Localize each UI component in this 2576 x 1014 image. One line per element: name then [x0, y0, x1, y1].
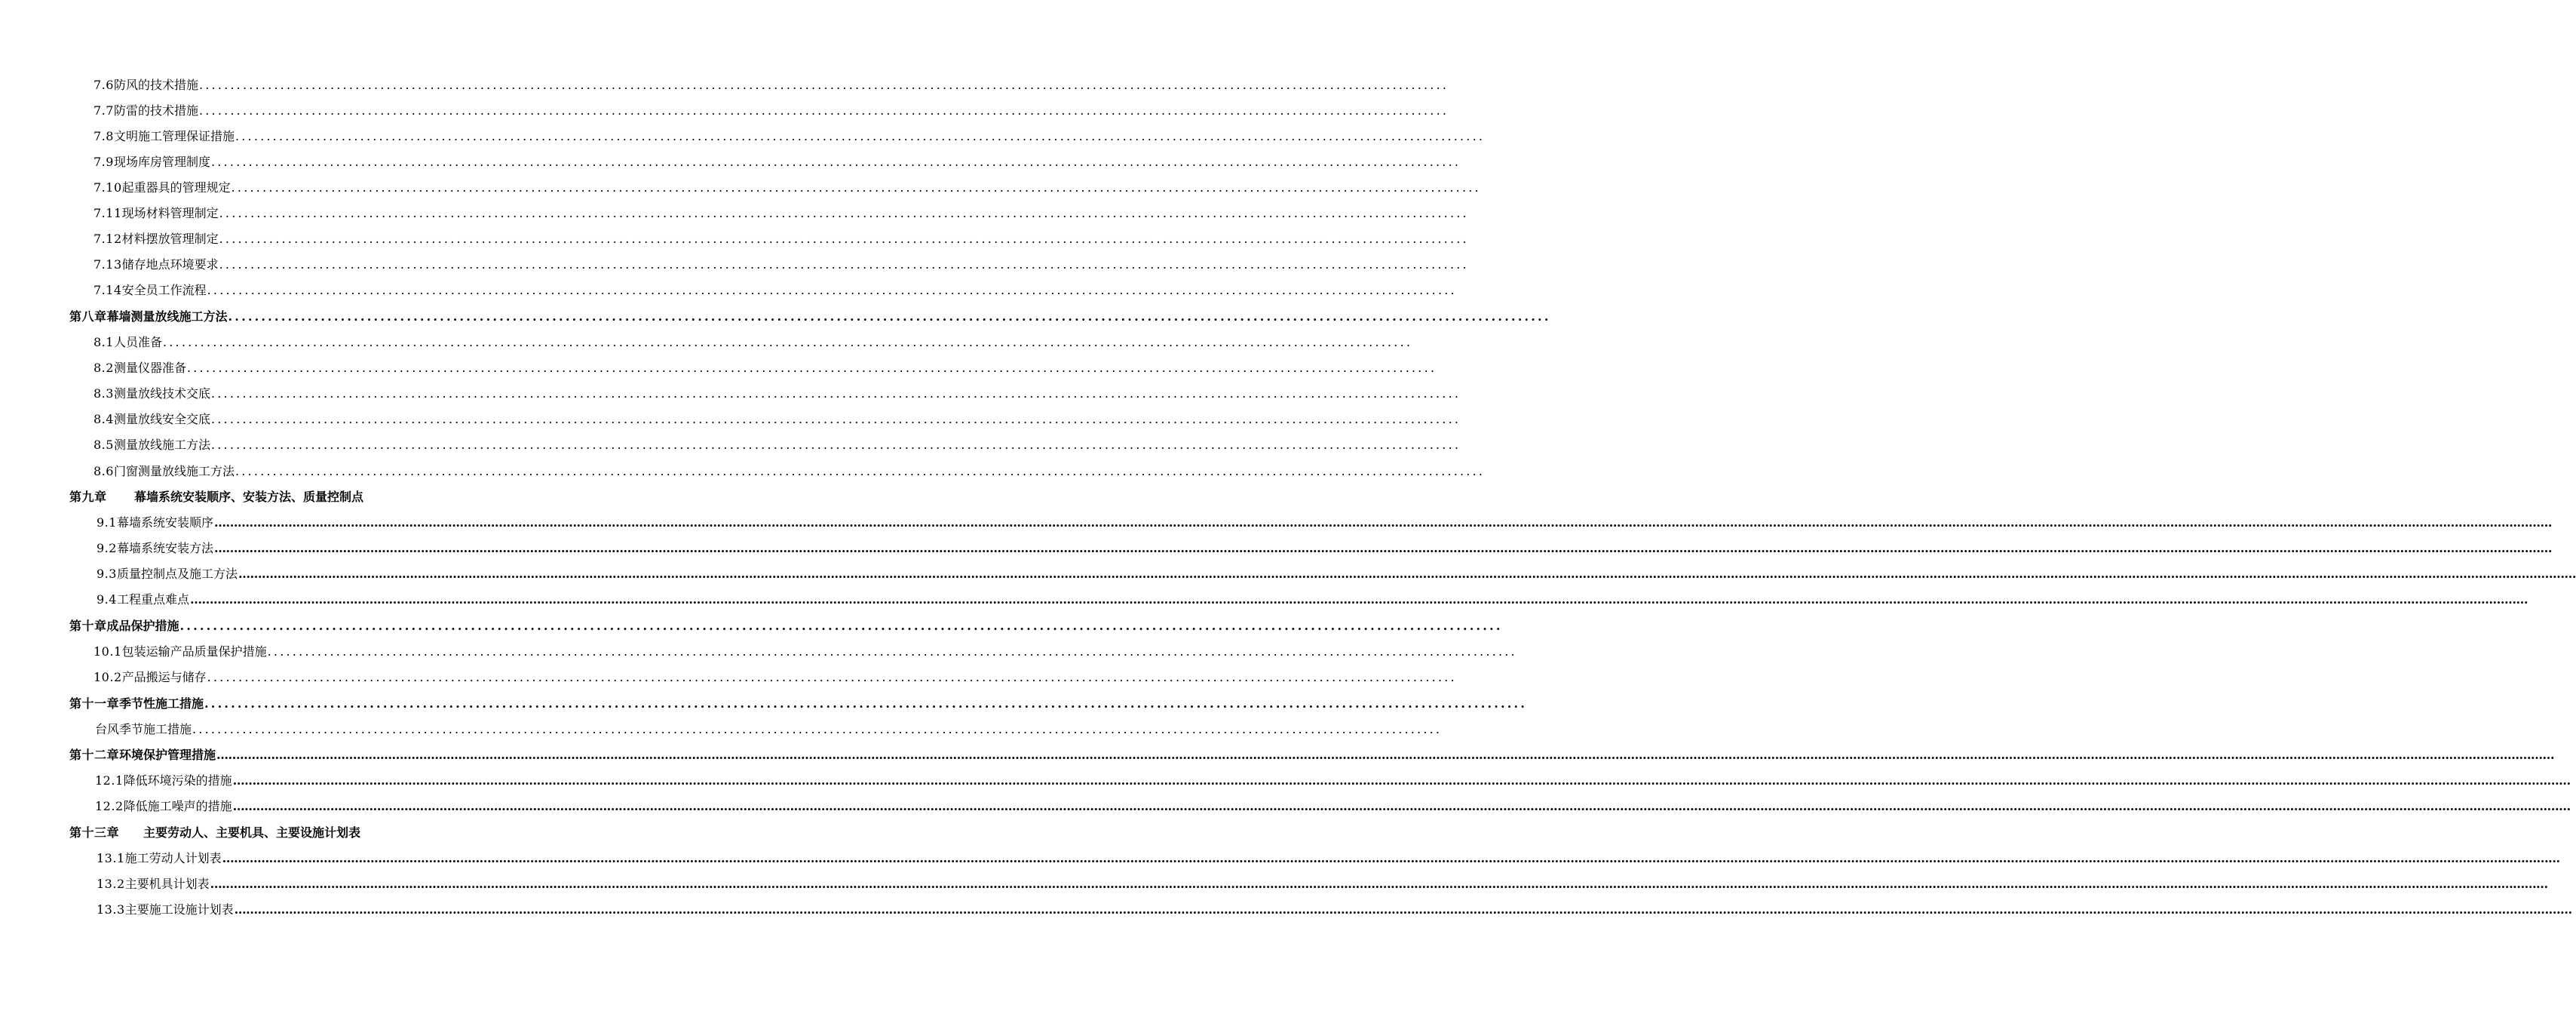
- toc-section-row[interactable]: [94, 464, 1486, 479]
- toc-chapter-row[interactable]: [69, 748, 2555, 763]
- toc-entry-title: 质量控制点及施工方法: [116, 567, 238, 581]
- toc-section-row[interactable]: [97, 877, 2548, 892]
- toc-chapter-row[interactable]: [69, 309, 1551, 324]
- toc-entry-number: 8.3: [94, 386, 114, 401]
- toc-entry-number: 8.5: [94, 438, 114, 452]
- toc-section-row[interactable]: [94, 644, 1517, 659]
- toc-dot-leader: ........................................................................................................................................................................................................: [198, 78, 1449, 92]
- toc-entry-number: 9.4: [97, 592, 117, 607]
- toc-entry-title: 季节性施工措施: [119, 696, 204, 711]
- toc-section-row[interactable]: [95, 722, 1443, 737]
- toc-entry-title: 储存地点环境要求: [121, 257, 219, 272]
- toc-section-row[interactable]: [94, 232, 1469, 247]
- toc-entry-title: 主要机具计划表: [124, 877, 210, 891]
- toc-section-row[interactable]: [95, 773, 2571, 788]
- toc-entry-title: 幕墙系统安装方法: [116, 541, 213, 555]
- toc-section-row[interactable]: [94, 670, 1457, 685]
- toc-section-row[interactable]: [97, 541, 2552, 556]
- toc-dot-leader: ……………………………………………………………………………………………………………………………………………………………………………………………………………………………………………………………………………………………………………………………………………………………………………………………………………………………………………………………………………………………………………………………………………………: [232, 799, 2571, 813]
- toc-chapter-row[interactable]: [69, 619, 1503, 634]
- toc-entry-title: 成品保护措施: [106, 619, 179, 633]
- toc-entry-number: 8.2: [94, 361, 114, 375]
- toc-section-row[interactable]: [94, 103, 1449, 118]
- toc-dot-leader: ........................................................................................................................................................................................................: [198, 103, 1449, 118]
- toc-dot-leader: ........................................................................................................................................................................................................: [192, 722, 1443, 736]
- toc-entry-title: 防雷的技术措施: [113, 103, 198, 118]
- toc-dot-leader: ........................................................................................................................................................................................................: [210, 155, 1461, 169]
- toc-entry-number: 7.12: [94, 232, 122, 246]
- toc-dot-leader: ……………………………………………………………………………………………………………………………………………………………………………………………………………………………………………………………………………………………………………………………………………………………………………………………………………………………………………………………………………………………………………………………………………………: [216, 748, 2555, 762]
- toc-chapter-row[interactable]: [69, 490, 596, 505]
- toc-dot-leader: ........................................................................................................................................................................................................: [162, 335, 1413, 349]
- toc-entry-number: 9.2: [97, 541, 117, 555]
- toc-dot-leader: ……………………………………………………………………………………………………………………………………………………………………………………………………………………………………………………………………………………………………………………………………………………………………………………………………………………………………………………………………………………………………………………………………………………: [189, 592, 2528, 607]
- toc-dot-leader: ........................................................................................................................................................................................................: [235, 464, 1486, 478]
- toc-entry-number: 第十一章: [69, 696, 120, 711]
- toc-entry-title: 安全员工作流程: [121, 283, 207, 297]
- toc-entry-number: 13.2: [97, 877, 125, 891]
- toc-entry-number: 9.1: [97, 515, 117, 530]
- toc-entry-number: 7.7: [94, 103, 114, 118]
- toc-entry-title: 幕墙系统安装顺序、安装方法、质量控制点: [134, 490, 364, 504]
- toc-section-row[interactable]: [94, 155, 1461, 170]
- toc-section-row[interactable]: [94, 335, 1413, 350]
- toc-entry-title: 门窗测量放线施工方法: [113, 464, 235, 478]
- toc-entry-title: 测量放线安全交底: [113, 412, 210, 426]
- toc-dot-leader: ........................................................................................................................................................................................................: [186, 361, 1437, 375]
- toc-dot-leader: ……………………………………………………………………………………………………………………………………………………………………………………………………………………………………………………………………………………………………………………………………………………………………………………………………………………………………………………………………………………………………………………………………………………: [213, 515, 2552, 530]
- toc-chapter-row[interactable]: [69, 825, 596, 840]
- toc-entry-number: 第十章: [69, 619, 107, 633]
- toc-entry-number: 12.1: [95, 773, 124, 788]
- toc-entry-title: 包装运输产品质量保护措施: [121, 644, 267, 659]
- toc-entry-number: 13.1: [97, 851, 125, 865]
- toc-section-row[interactable]: [94, 438, 1461, 453]
- toc-entry-number: 7.9: [94, 155, 114, 169]
- toc-entry-title: 台风季节施工措施: [95, 722, 192, 736]
- toc-entry-title: 测量放线施工方法: [113, 438, 210, 452]
- toc-entry-title: 材料摆放管理制定: [121, 232, 219, 246]
- toc-section-row[interactable]: [94, 412, 1461, 427]
- toc-entry-title: 测量放线技术交底: [113, 386, 210, 401]
- toc-entry-number: 第十二章: [69, 748, 120, 762]
- toc-dot-leader: ........................................................................................................................................................................................................: [228, 309, 1551, 324]
- toc-section-row[interactable]: [94, 361, 1437, 376]
- toc-entry-number: 第九章: [69, 490, 107, 504]
- toc-dot-leader: ........................................................................................................................................................................................................: [219, 257, 1469, 272]
- toc-dot-leader: ........................................................................................................................................................................................................: [219, 232, 1469, 246]
- toc-dot-leader: ……………………………………………………………………………………………………………………………………………………………………………………………………………………………………………………………………………………………………………………………………………………………………………………………………………………………………………………………………………………………………………………………………………………: [232, 773, 2571, 788]
- toc-section-row[interactable]: [95, 799, 2571, 814]
- toc-dot-leader: ……………………………………………………………………………………………………………………………………………………………………………………………………………………………………………………………………………………………………………………………………………………………………………………………………………………………………………………………………………………………………………………………………………………: [210, 877, 2548, 891]
- toc-dot-leader: ……………………………………………………………………………………………………………………………………………………………………………………………………………………………………………………………………………………………………………………………………………………………………………………………………………………………………………………………………………………………………………………………………………………: [234, 902, 2572, 917]
- toc-entry-title: 文明施工管理保证措施: [113, 129, 235, 143]
- toc-dot-leader: ........................................................................................................................................................................................................: [179, 619, 1503, 633]
- toc-section-row[interactable]: [94, 206, 1469, 221]
- toc-entry-number: 8.6: [94, 464, 114, 478]
- toc-dot-leader: ........................................................................................................................................................................................................: [204, 696, 1528, 711]
- toc-chapter-row[interactable]: [69, 696, 1528, 711]
- toc-dot-leader: ........................................................................................................................................................................................................: [210, 386, 1461, 401]
- toc-entry-number: 7.8: [94, 129, 114, 143]
- toc-entry-title: 人员准备: [113, 335, 162, 349]
- toc-entry-title: 幕墙系统安装顺序: [116, 515, 213, 530]
- toc-section-row[interactable]: [94, 386, 1461, 401]
- toc-entry-number: 8.1: [94, 335, 114, 349]
- toc-entry-title: 降低施工噪声的措施: [123, 799, 232, 813]
- toc-entry-number: 12.2: [95, 799, 124, 813]
- toc-entry-title: 主要劳动人、主要机具、主要设施计划表: [143, 825, 361, 840]
- toc-entry-title: 防风的技术措施: [113, 78, 198, 92]
- toc-entry-title: 幕墙测量放线施工方法: [106, 309, 228, 324]
- toc-entry-title: 环境保护管理措施: [119, 748, 216, 762]
- toc-entry-number: 7.6: [94, 78, 114, 92]
- toc-entry-number: 9.3: [97, 567, 117, 581]
- toc-entry-title: 施工劳动人计划表: [124, 851, 222, 865]
- toc-dot-leader: ……………………………………………………………………………………………………………………………………………………………………………………………………………………………………………………………………………………………………………………………………………………………………………………………………………………………………………………………………………………………………………………………………………………: [222, 851, 2560, 865]
- toc-entry-title: 起重器具的管理规定: [121, 180, 231, 195]
- toc-dot-leader: ……………………………………………………………………………………………………………………………………………………………………………………………………………………………………………………………………………………………………………………………………………………………………………………………………………………………………………………………………………………………………………………………………………………: [213, 541, 2552, 555]
- toc-section-row[interactable]: [94, 78, 1449, 93]
- toc-entry-title: 测量仪器准备: [113, 361, 186, 375]
- toc-dot-leader: ........................................................................................................................................................................................................: [210, 412, 1461, 426]
- toc-section-row[interactable]: [97, 515, 2552, 530]
- toc-entry-number: 7.11: [94, 206, 122, 220]
- toc-entry-title: 现场库房管理制度: [113, 155, 210, 169]
- toc-section-row[interactable]: [94, 257, 1469, 272]
- toc-entry-title: 现场材料管理制定: [121, 206, 219, 220]
- toc-section-row[interactable]: [94, 180, 1481, 195]
- toc-dot-leader: ........................................................................................................................................................................................................: [207, 670, 1457, 684]
- toc-dot-leader: ........................................................................................................................................................................................................: [231, 180, 1481, 195]
- toc-section-row[interactable]: [97, 851, 2560, 866]
- toc-entry-number: 7.14: [94, 283, 122, 297]
- toc-dot-leader: ........................................................................................................................................................................................................: [267, 644, 1517, 659]
- toc-entry-number: 第十三章: [69, 825, 120, 840]
- toc-entry-number: 7.10: [94, 180, 122, 195]
- toc-entry-number: 10.1: [94, 644, 122, 659]
- toc-section-row[interactable]: [97, 592, 2528, 607]
- toc-entry-number: 第八章: [69, 309, 107, 324]
- toc-entry-title: 工程重点难点: [116, 592, 189, 607]
- toc-section-row[interactable]: [97, 567, 2576, 582]
- toc-section-row[interactable]: [94, 129, 1486, 144]
- toc-section-row[interactable]: [97, 902, 2572, 917]
- toc-dot-leader: ........................................................................................................................................................................................................: [210, 438, 1461, 452]
- toc-entry-title: 主要施工设施计划表: [124, 902, 234, 917]
- toc-dot-leader: ........................................................................................................................................................................................................: [207, 283, 1457, 297]
- toc-entry-number: 10.2: [94, 670, 122, 684]
- toc-dot-leader: ........................................................................................................................................................................................................: [235, 129, 1486, 143]
- toc-dot-leader: ……………………………………………………………………………………………………………………………………………………………………………………………………………………………………………………………………………………………………………………………………………………………………………………………………………………………………………………………………………………………………………………………………………………: [238, 567, 2576, 581]
- toc-section-row[interactable]: [94, 283, 1457, 298]
- toc-entry-title: 产品搬运与储存: [121, 670, 207, 684]
- toc-dot-leader: ........................................................................................................................................................................................................: [219, 206, 1469, 220]
- toc-entry-number: 7.13: [94, 257, 122, 272]
- toc-entry-title: 降低环境污染的措施: [123, 773, 232, 788]
- toc-entry-number: 8.4: [94, 412, 114, 426]
- toc-entry-number: 13.3: [97, 902, 125, 917]
